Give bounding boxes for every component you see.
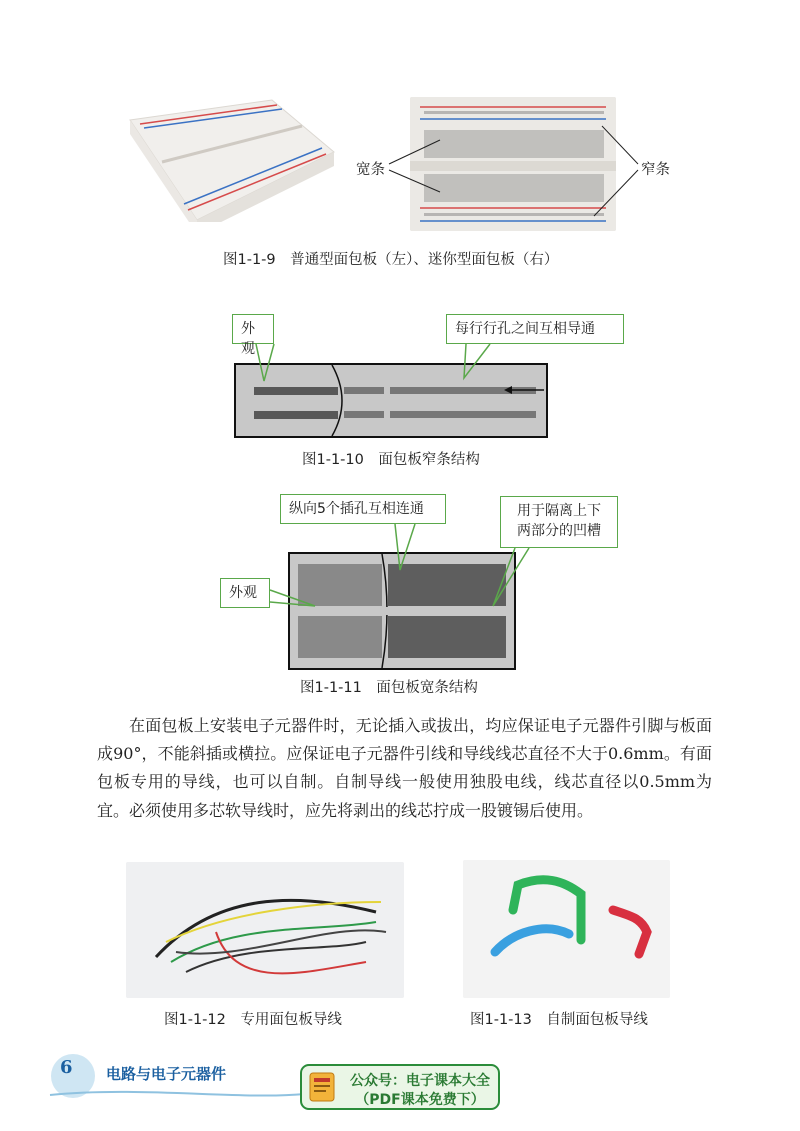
stamp-line-2: （PDF课本免费下） bbox=[355, 1092, 485, 1108]
photo-homemade-jumper-wires bbox=[463, 860, 670, 998]
caption-fig-1-1-12: 图1-1-12 专用面包板导线 bbox=[164, 1012, 342, 1028]
label-narrow-strip: 窄条 bbox=[641, 162, 670, 178]
caption-fig-1-1-9: 图1-1-9 普通型面包板（左）、迷你型面包板（右） bbox=[223, 252, 559, 268]
leader-lines-fig9 bbox=[380, 120, 650, 230]
paragraph-text: 在面包板上安装电子元器件时，无论插入或拔出，均应保证电子元器件引脚与板面成90°，不能斜插或横拉。应保证电子元器件引线和导线线芯直径不大于0.6mm。有面包板专用的导线，也可以自制。自制导线一般使用独股电线，线芯直径以0.5mm为宜。必须使用多芯软导线时，应先将剥出的线芯拧成一股镀锡后使用。 bbox=[97, 716, 712, 820]
book-title: 电路与电子元器件 bbox=[106, 1065, 227, 1083]
leader-lines-fig11 bbox=[255, 520, 555, 620]
leader-lines-fig10 bbox=[250, 343, 550, 393]
callout-groove-line2: 两部分的凹槽 bbox=[517, 523, 601, 539]
callout-vertical-five-connected: 纵向5个插孔互相连通 bbox=[280, 494, 446, 524]
caption-fig-1-1-13: 图1-1-13 自制面包板导线 bbox=[470, 1012, 648, 1028]
callout-appearance-fig10: 外观 bbox=[232, 314, 274, 344]
caption-fig-1-1-11: 图1-1-11 面包板宽条结构 bbox=[300, 680, 478, 696]
book-icon bbox=[308, 1071, 340, 1105]
callout-groove-line1: 用于隔离上下 bbox=[517, 503, 601, 519]
callout-appearance-fig11: 外观 bbox=[220, 578, 270, 608]
photo-standard-breadboard bbox=[122, 92, 342, 222]
page-number: 6 bbox=[60, 1057, 73, 1078]
caption-fig-1-1-10: 图1-1-10 面包板窄条结构 bbox=[302, 452, 480, 468]
label-wide-strip: 宽条 bbox=[356, 162, 385, 178]
stamp-line-1: 公众号：电子课本大全 bbox=[350, 1073, 490, 1089]
body-paragraph bbox=[97, 712, 712, 825]
photo-dedicated-jumper-wires bbox=[126, 862, 404, 998]
callout-rows-connected: 每行行孔之间互相导通 bbox=[446, 314, 624, 344]
watermark-stamp bbox=[300, 1064, 500, 1110]
